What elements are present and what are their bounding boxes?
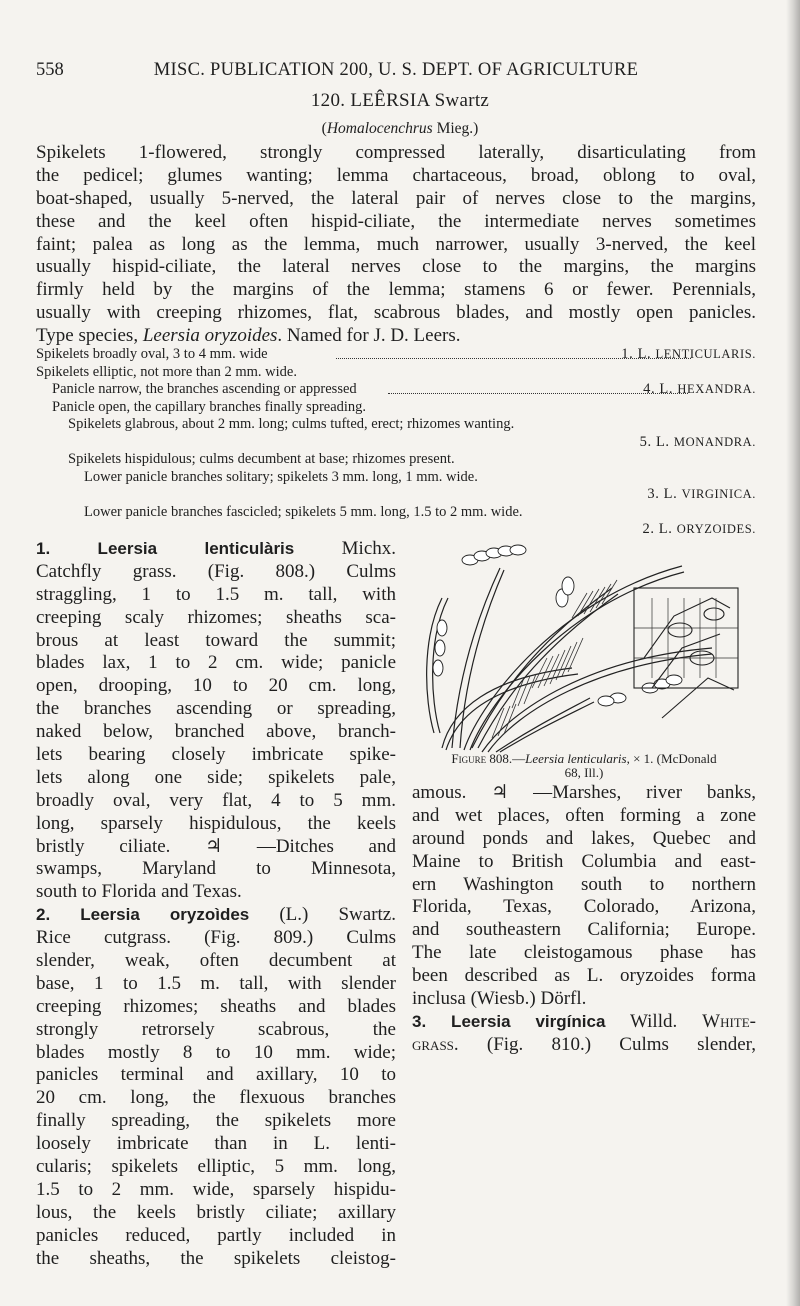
body-line: the sheaths, the spikelets cleistog- [36, 1247, 396, 1269]
running-head [36, 60, 756, 84]
genus-description [36, 142, 756, 348]
species-heading-lenticularis: 1. Leersia lenticulàris Michx. [36, 538, 396, 559]
key-row: 2. L. ORYZOIDES. [642, 521, 756, 537]
species-key [36, 346, 756, 539]
key-row: Lower panicle branches solitary; spikelets 3 mm. long, 1 mm. wide. [84, 468, 478, 485]
grass-illustration [412, 538, 756, 754]
key-row: Lower panicle branches fascicled; spikelets 5 mm. long, 1.5 to 2 mm. wide. [84, 503, 523, 520]
body-line: been described as L. oryzoides forma [412, 965, 756, 987]
body-line: swamps, Maryland to Minnesota, [36, 858, 396, 880]
body-line: The late cleistogamous phase has [412, 942, 756, 964]
body-line: the branches ascending or spreading, [36, 698, 396, 720]
description-line: Spikelets 1-flowered, strongly compressed laterally, disarticulating from [36, 142, 756, 163]
body-line: strongly retrorsely scabrous, the [36, 1018, 396, 1040]
body-line: open, drooping, 10 to 20 cm. long, [36, 675, 396, 697]
body-line: around ponds and lakes, Quebec and [412, 827, 756, 849]
body-line: cularis; spikelets elliptic, 5 mm. long, [36, 1156, 396, 1178]
description-type-line: Type species, Leersia oryzoides. Named for J. D. Leers. [36, 325, 461, 347]
right-column [412, 782, 756, 1057]
body-line: 20 cm. long, the flexuous branches [36, 1087, 396, 1109]
body-line: grass. (Fig. 810.) Culms slender, [412, 1033, 756, 1055]
body-line: Florida, Texas, Colorado, Arizona, [412, 896, 756, 918]
body-line: base, 1 to 1.5 m. tall, with slender [36, 972, 396, 994]
body-line: Catchfly grass. (Fig. 808.) Culms [36, 560, 396, 582]
species-heading-virginica: 3. Leersia virgínica Willd. White- [412, 1010, 756, 1032]
body-line: blades mostly 8 to 10 mm. wide; [36, 1041, 396, 1063]
genus-synonym: (Homalocenchrus Mieg.) [321, 120, 479, 137]
body-line: south to Florida and Texas. [36, 881, 242, 903]
body-line: broadly oval, very flat, 4 to 5 mm. [36, 789, 396, 811]
key-row: Panicle open, the capillary branches finally spreading. [52, 398, 367, 415]
page-edge-shadow [786, 0, 800, 1306]
body-line: naked below, branched above, branch- [36, 721, 396, 743]
species-heading-oryzoides: 2. Leersia oryzoìdes (L.) Swartz. [36, 904, 396, 926]
body-line: long, sparsely hispidulous, the keels [36, 812, 396, 834]
body-line: blades lax, 1 to 2 cm. wide; panicle [36, 652, 396, 674]
body-line: and wet places, often forming a zone [412, 804, 756, 826]
key-row: 5. L. MONANDRA. [639, 433, 756, 450]
body-line: creeping scaly rhizomes; sheaths sca- [36, 606, 396, 628]
description-line: boat-shaped, usually 5-nerved, the lateral pair of nerves close to the margins, [36, 187, 756, 209]
body-line: panicles terminal and axillary, 10 to [36, 1064, 396, 1086]
body-line: lets along one side; spikelets pale, [36, 766, 396, 788]
synonym-author: Mieg.) [432, 120, 479, 137]
body-line: Maine to British Columbia and east- [412, 850, 756, 872]
key-row: Spikelets elliptic, not more than 2 mm. wide. [36, 363, 297, 380]
description-line: the pedicel; glumes wanting; lemma chartaceous, broad, oblong to oval, [36, 164, 756, 186]
body-line: lous, the keels bristly ciliate; axillary [36, 1201, 396, 1223]
key-row: Spikelets broadly oval, 3 to 4 mm. wide 1. L. LENTICULARIS. [36, 346, 756, 362]
genus-heading: 120. LEÊRSIA Swartz [310, 90, 490, 111]
description-line: these and the keel often hispid-ciliate, the intermediate nerves sometimes [36, 210, 756, 232]
left-column [36, 538, 396, 1271]
description-line: usually hispid-ciliate, the lateral nerves close to the margins, the margins [36, 256, 756, 278]
description-line: faint; palea as long as the lemma, much narrower, usually 3-nerved, the keel [36, 233, 756, 255]
body-line: amous. ♃ —Marshes, river banks, [412, 782, 756, 803]
body-line: and southeastern California; Europe. [412, 919, 756, 941]
synonym-name: Homalocenchrus [326, 120, 433, 137]
figure-caption: Figure 808.—Leersia lenticularis, × 1. (McDonald 68, Ill.) [451, 751, 717, 780]
running-head-title: MISC. PUBLICATION 200, U. S. DEPT. OF AGRICULTURE [153, 60, 639, 80]
body-line: 1.5 to 2 mm. wide, sparsely hispidu- [36, 1178, 396, 1200]
key-row: Spikelets glabrous, about 2 mm. long; culms tufted, erect; rhizomes wanting. [68, 416, 515, 432]
description-line: firmly held by the margins of the lemma; stamens 6 or fewer. Perennials, [36, 279, 756, 301]
body-line: creeping rhizomes; sheaths and blades [36, 995, 396, 1017]
body-line: finally spreading, the spikelets more [36, 1110, 396, 1132]
body-line: Rice cutgrass. (Fig. 809.) Culms [36, 927, 396, 949]
description-line: usually with creeping rhizomes, flat, scabrous blades, and mostly open panicles. [36, 302, 756, 324]
body-line: ern Washington south to northern [412, 873, 756, 895]
body-line: loosely imbricate than in L. lenti- [36, 1133, 396, 1155]
page-number: 558 [36, 60, 64, 80]
key-row: Spikelets hispidulous; culms decumbent at base; rhizomes present. [68, 451, 455, 467]
type-species: Leersia oryzoides [142, 325, 278, 347]
body-line: slender, weak, often decumbent at [36, 950, 396, 972]
body-line: straggling, 1 to 1.5 m. tall, with [36, 583, 396, 605]
body-line: panicles reduced, partly included in [36, 1224, 396, 1246]
body-line: inclusa (Wiesb.) Dörfl. [412, 988, 587, 1010]
body-line: lets bearing closely imbricate spike- [36, 744, 396, 766]
body-line: bristly ciliate. ♃ —Ditches and [36, 835, 396, 857]
body-line: brous at least toward the summit; [36, 629, 396, 651]
key-row: Panicle narrow, the branches ascending or appressed 4. L. HEXANDRA. [52, 381, 756, 397]
figure-808-illustration [412, 538, 756, 754]
key-row: 3. L. VIRGINICA. [647, 486, 756, 502]
